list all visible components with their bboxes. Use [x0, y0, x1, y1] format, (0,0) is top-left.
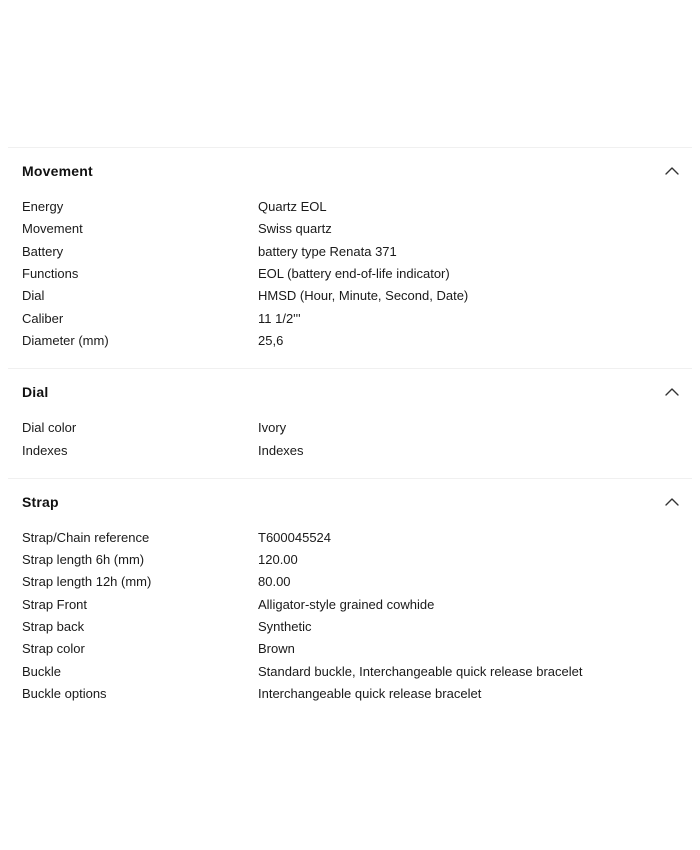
spec-row-value: Indexes	[258, 442, 304, 458]
spec-row-label: Dial color	[22, 420, 77, 436]
spec-row	[22, 683, 680, 705]
spec-row-label: Buckle options	[22, 685, 107, 701]
spec-section-movement	[8, 147, 692, 368]
spec-row-value: Alligator-style grained cowhide	[258, 596, 435, 612]
spec-row-label: Movement	[22, 221, 83, 237]
spec-row	[22, 571, 680, 593]
spec-row-label: Strap length 6h (mm)	[22, 552, 145, 568]
section-title: Strap	[22, 493, 59, 510]
spec-row-value: Quartz EOL	[258, 199, 327, 215]
spec-row-value: EOL (battery end-of-life indicator)	[258, 266, 450, 282]
spec-rows	[22, 527, 680, 705]
spec-row-value: Swiss quartz	[258, 221, 332, 237]
spec-row	[22, 218, 680, 240]
spec-row-value: T600045524	[258, 529, 332, 545]
spec-row-value: Standard buckle, Interchangeable quick release bracelet	[258, 663, 583, 679]
spec-row	[22, 241, 680, 263]
spec-row	[22, 263, 680, 285]
chevron-up-icon[interactable]	[664, 497, 680, 507]
section-title: Dial	[22, 384, 49, 401]
spec-row	[22, 549, 680, 571]
spec-row-value: HMSD (Hour, Minute, Second, Date)	[258, 288, 469, 304]
section-header[interactable]	[22, 492, 680, 512]
spec-row-value: 120.00	[258, 552, 298, 568]
chevron-up-icon[interactable]	[664, 387, 680, 397]
spec-row-label: Battery	[22, 243, 64, 259]
spec-row-value: Synthetic	[258, 619, 312, 634]
top-spacer	[0, 0, 700, 147]
spec-row-label: Strap color	[22, 641, 85, 657]
spec-row-value: battery type Renata 371	[258, 243, 397, 259]
spec-row-value: 11 1/2'''	[258, 310, 301, 326]
section-header[interactable]	[22, 161, 680, 181]
spec-row	[22, 594, 680, 616]
spec-row-label: Diameter (mm)	[22, 332, 109, 348]
spec-row-label: Dial	[22, 288, 45, 304]
section-header[interactable]	[22, 382, 680, 402]
spec-row	[22, 660, 680, 682]
spec-row	[22, 439, 680, 461]
spec-row-label: Strap back	[22, 619, 85, 634]
chevron-up-icon[interactable]	[664, 166, 680, 176]
spec-row-value: 25,6	[258, 332, 284, 348]
spec-section-strap	[8, 478, 692, 721]
spec-row-label: Functions	[22, 266, 79, 282]
spec-rows	[22, 417, 680, 462]
spec-section-dial	[8, 368, 692, 478]
spec-row-label: Energy	[22, 199, 64, 215]
spec-row	[22, 307, 680, 329]
spec-rows	[22, 196, 680, 352]
spec-row	[22, 616, 680, 638]
spec-row-label: Indexes	[22, 442, 68, 458]
spec-row-label: Caliber	[22, 310, 64, 326]
spec-row	[22, 285, 680, 307]
spec-row	[22, 330, 680, 352]
spec-row-value: 80.00	[258, 574, 291, 590]
spec-row	[22, 527, 680, 549]
spec-row-value: Brown	[258, 641, 295, 657]
spec-row-value: Interchangeable quick release bracelet	[258, 685, 482, 701]
section-title: Movement	[22, 163, 93, 179]
spec-row-label: Strap/Chain reference	[22, 529, 150, 545]
spec-row	[22, 417, 680, 439]
spec-row	[22, 196, 680, 218]
spec-row-label: Strap Front	[22, 596, 88, 612]
spec-row-value: Ivory	[258, 420, 287, 436]
spec-row-label: Buckle	[22, 663, 62, 679]
spec-row	[22, 638, 680, 660]
spec-row-label: Strap length 12h (mm)	[22, 574, 152, 590]
